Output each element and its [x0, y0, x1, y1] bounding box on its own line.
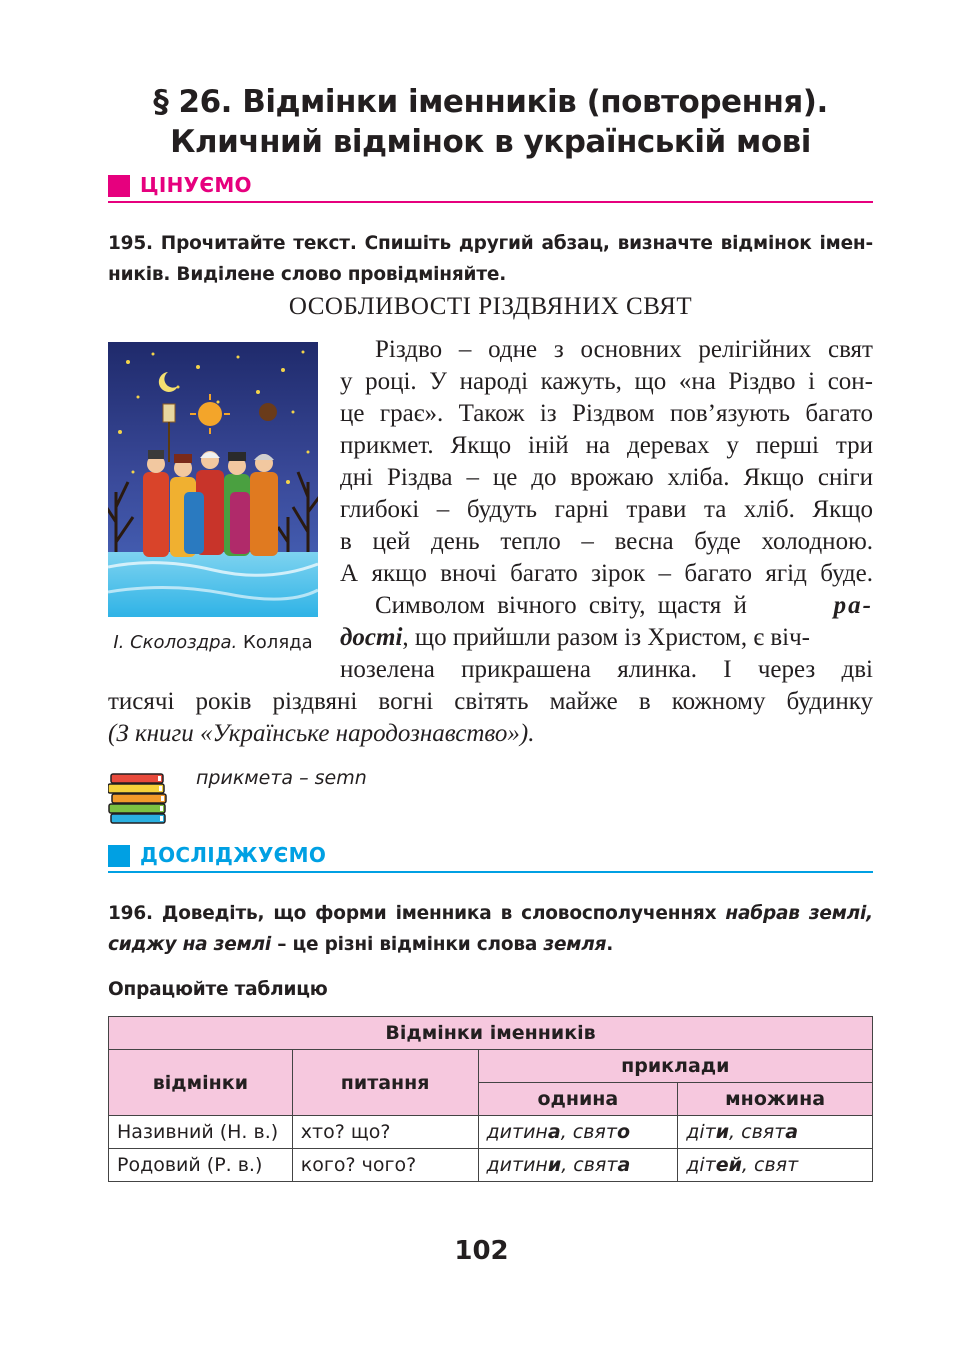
exercise-text: Доведіть, що форми іменника в словосполученнях	[161, 903, 717, 924]
painting-koliada-image	[108, 342, 318, 617]
column-header-case: відмінки	[109, 1050, 293, 1116]
table-row	[109, 1149, 873, 1182]
section-marker-square	[108, 175, 130, 197]
section-label: ДОСЛІДЖУЄМО	[140, 843, 327, 867]
section-marker-square	[108, 845, 130, 867]
case-question: кого? чого?	[292, 1149, 478, 1182]
section-header-value	[108, 172, 873, 202]
case-name: Родовий (Р. в.)	[109, 1149, 293, 1182]
exercise-phrase: сиджу на землі	[108, 934, 271, 955]
title-line-1: § 26. Відмінки іменників (повторення).	[153, 84, 828, 120]
section-header-research	[108, 842, 873, 872]
text-line: у році. У народі кажуть, що «на Різдво і сон-	[340, 368, 873, 395]
vocabulary-note: прикмета – sеmn	[196, 767, 367, 789]
text-line: нозелена прикрашена ялинка. І через дві	[340, 656, 873, 683]
column-header-singular: однина	[478, 1083, 678, 1116]
highlighted-word: ра-	[833, 592, 873, 619]
text-fragment: , що прийшли разом із Христом, є віч-	[402, 624, 810, 651]
exercise-196-line-2	[108, 929, 873, 960]
text-line: дні Різдва – це до врожаю хліба. Якщо сніги	[340, 464, 873, 491]
highlighted-word: дості	[340, 624, 403, 651]
exercise-text: .	[606, 934, 614, 955]
singular-examples: дитина, свято	[478, 1116, 678, 1149]
exercise-word: земля	[543, 934, 607, 955]
books-icon	[108, 773, 170, 825]
table-intro: Опрацюйте таблицю	[108, 979, 328, 1000]
column-header-plural: множина	[678, 1083, 873, 1116]
cases-table	[108, 1016, 873, 1182]
exercise-195-line-2: ників. Виділене слово провідміняйте.	[108, 264, 507, 285]
exercise-196-line-1	[108, 898, 873, 929]
text-source: (З книги «Українське народознавство»).	[108, 720, 535, 747]
text-line: це грає». Також із Різдвом пов’язують багато	[340, 400, 873, 427]
exercise-number: 196.	[108, 903, 153, 924]
page-title	[108, 82, 873, 162]
column-header-examples: приклади	[478, 1050, 872, 1083]
table-caption: Відмінки іменників	[109, 1017, 873, 1050]
section-divider	[108, 201, 873, 203]
section-divider	[108, 871, 873, 873]
title-line-2: Кличний відмінок в українській мові	[170, 124, 811, 160]
caption-author: І. Сколоздра.	[113, 632, 238, 653]
exercise-text: – це різні відмінки слова	[277, 934, 538, 955]
singular-examples: дитини, свята	[478, 1149, 678, 1182]
text-line: А якщо вночі багато зірок – багато ягід буде.	[340, 560, 873, 587]
text-line: прикмет. Якщо іній на деревах у перші три	[340, 432, 873, 459]
table-row	[109, 1116, 873, 1149]
section-label: ЦІНУЄМО	[140, 173, 252, 197]
plural-examples: дітей, свят	[678, 1149, 873, 1182]
text-line: глибокі – будуть гарні трави та хліб. Якщо	[340, 496, 873, 523]
exercise-195	[108, 228, 873, 290]
exercise-195-line-1: 195. Прочитайте текст. Спишіть другий абзац, визначте відмінок імен-	[108, 233, 873, 254]
plural-examples: діти, свята	[678, 1116, 873, 1149]
column-header-question: питання	[292, 1050, 478, 1116]
case-name: Називний (Н. в.)	[109, 1116, 293, 1149]
page-number: 102	[454, 1236, 509, 1266]
case-question: хто? що?	[292, 1116, 478, 1149]
text-line	[340, 622, 873, 654]
caption-title: Коляда	[243, 632, 313, 653]
text-title: ОСОБЛИВОСТІ РІЗДВЯНИХ СВЯТ	[288, 293, 693, 320]
exercise-phrase: набрав землі,	[725, 903, 873, 924]
painting-caption	[108, 632, 318, 653]
text-line: в цей день тепло – весна буде холодною.	[340, 528, 873, 555]
exercise-196	[108, 898, 873, 960]
text-line: Різдво – одне з основних релігійних свят	[375, 336, 873, 363]
text-line: тисячі років різдвяні вогні світять майже в кожному будинку	[108, 688, 873, 715]
text-line	[375, 590, 873, 622]
text-fragment: Символом вічного світу, щастя й	[375, 592, 747, 619]
